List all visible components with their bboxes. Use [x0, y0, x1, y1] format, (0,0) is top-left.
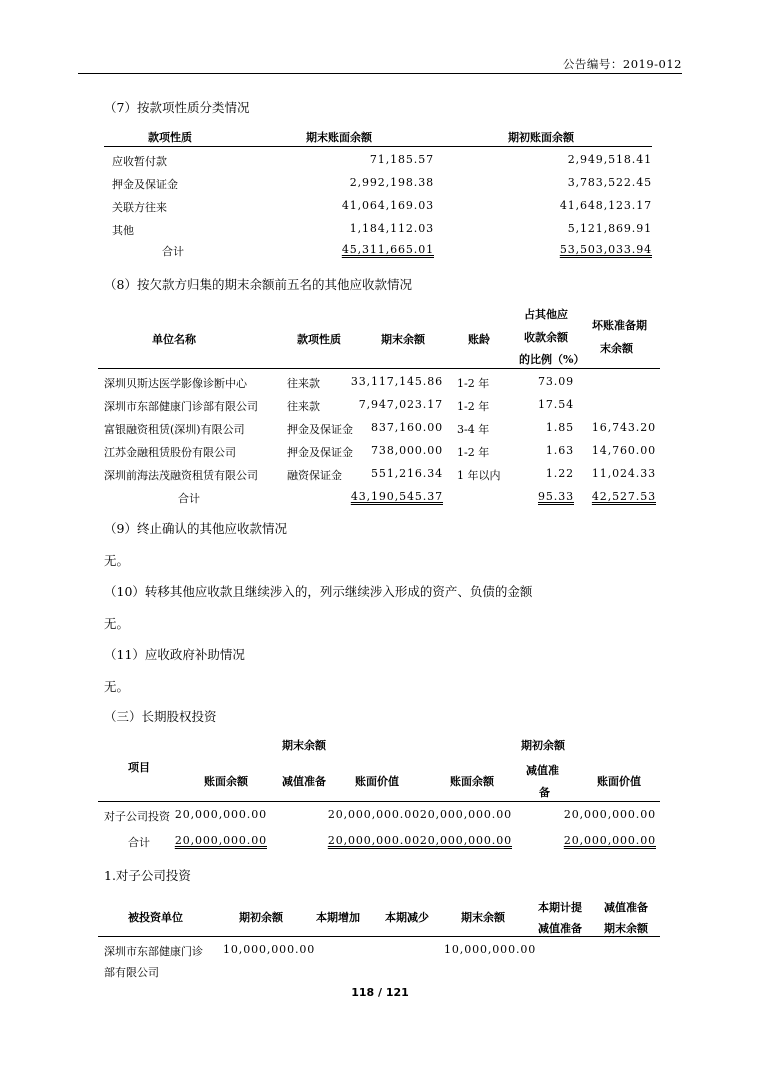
- th-provision-line2: 减值准备: [538, 922, 582, 935]
- subsection-title: 1.对子公司投资: [104, 868, 191, 883]
- table-cell: 1.22: [545, 467, 574, 480]
- header-rule: [78, 73, 682, 74]
- table-cell: 1.85: [545, 421, 574, 434]
- th-end-balance: 期末余额: [381, 333, 425, 346]
- table-cell: 71,185.57: [369, 153, 434, 166]
- th-provision-line1: 坏账准备期: [592, 319, 647, 332]
- table-cell: 20,000,000.00: [174, 808, 267, 821]
- table-cell: 41,648,123.17: [559, 199, 652, 212]
- table-total-label: 合计: [128, 836, 150, 849]
- table-cell: 3-4 年: [457, 423, 490, 436]
- th-end-balance: 期末余额: [461, 911, 505, 924]
- table-cell: 1-2 年: [457, 377, 490, 390]
- th-begin-balance: 期初余额: [239, 911, 283, 924]
- table-cell: 1-2 年: [457, 446, 490, 459]
- th-nature: 款项性质: [297, 333, 341, 346]
- table-total-cell: 95.33: [538, 490, 574, 503]
- table-equity-header-rule: [98, 801, 660, 802]
- table-cell: 往来款: [287, 377, 320, 390]
- section-11-body: 无。: [104, 679, 130, 694]
- table-cell: 33,117,145.86: [350, 375, 443, 388]
- table-cell: 16,743.20: [591, 421, 656, 434]
- table-cell: 738,000.00: [371, 444, 443, 457]
- table-cell: 20,000,000.00: [563, 808, 656, 821]
- section-8-title: （8）按欠款方归集的期末余额前五名的其他应收款情况: [104, 277, 412, 292]
- table-cell: 5,121,869.91: [567, 222, 652, 235]
- table-cell: 10,000,000.00: [444, 943, 537, 956]
- table-cell: 837,160.00: [371, 421, 443, 434]
- table-row-label: 其他: [112, 224, 134, 237]
- table-row-label: 江苏金融租赁股份有限公司: [104, 446, 236, 459]
- table-row-label-wrap: 部有限公司: [104, 966, 159, 979]
- table-cell: 往来款: [287, 400, 320, 413]
- th-aging: 账龄: [468, 333, 490, 346]
- table-cell: 3,783,522.45: [567, 176, 652, 189]
- table-cell: 17.54: [538, 398, 574, 411]
- th-unit-name: 单位名称: [152, 333, 196, 346]
- table-cell: 14,760.00: [591, 444, 656, 457]
- table-row-label: 应收暂付款: [112, 155, 167, 168]
- announcement-code: 公告编号：2019-012: [562, 57, 682, 71]
- table-cell: 73.09: [538, 375, 574, 388]
- table-cell: 11,024.33: [591, 467, 656, 480]
- table-total-label: 合计: [162, 245, 184, 258]
- table-total-label: 合计: [178, 492, 200, 505]
- table-total-cell: 20,000,000.00: [327, 834, 420, 847]
- table-cell: 20,000,000.00: [419, 808, 512, 821]
- th-impair-end-line1: 减值准备: [604, 901, 648, 914]
- table-row-label: 押金及保证金: [112, 178, 178, 191]
- th-decrease: 本期减少: [385, 911, 429, 924]
- th-begin-value: 账面价值: [597, 775, 641, 788]
- th-ratio-line1: 占其他应: [524, 308, 568, 321]
- section-10-body: 无。: [104, 616, 130, 631]
- th-end-value: 账面价值: [355, 775, 399, 788]
- table-cell: 押金及保证金: [287, 446, 353, 459]
- th-begin-impair-line1: 减值准: [526, 764, 559, 777]
- table-row-label: 深圳市东部健康门诊部有限公司: [104, 400, 258, 413]
- section-3-title: （三）长期股权投资: [104, 709, 217, 724]
- table-cell: 1 年以内: [457, 469, 501, 482]
- th-increase: 本期增加: [316, 911, 360, 924]
- th-investee: 被投资单位: [128, 911, 183, 924]
- table-7-header-rule: [104, 146, 652, 147]
- table-total-cell: 53,503,033.94: [559, 243, 652, 256]
- table-cell: 1,184,112.03: [349, 222, 434, 235]
- table-cell: 7,947,023.17: [358, 398, 443, 411]
- table-cell: 押金及保证金: [287, 423, 353, 436]
- th-begin-group: 期初余额: [521, 739, 565, 752]
- table-cell: 10,000,000.00: [223, 943, 316, 956]
- table-row-label: 富银融资租赁(深圳)有限公司: [104, 423, 245, 436]
- th-begin-impair-line2: 备: [539, 786, 550, 799]
- section-9-body: 无。: [104, 553, 130, 568]
- table-row-label: 深圳前海法茂融资租赁有限公司: [104, 469, 258, 482]
- table-total-cell: 20,000,000.00: [563, 834, 656, 847]
- th-end-impair: 减值准备: [282, 775, 326, 788]
- table-row-label: 深圳市东部健康门诊: [104, 945, 203, 958]
- table-cell: 1.63: [545, 444, 574, 457]
- th-end-balance: 期末账面余额: [306, 131, 372, 144]
- table-cell: 20,000,000.00: [327, 808, 420, 821]
- section-7-title: （7）按款项性质分类情况: [104, 100, 250, 115]
- table-row-label: 关联方往来: [112, 201, 167, 214]
- table-row-label: 深圳贝斯达医学影像诊断中心: [104, 377, 247, 390]
- table-cell: 1-2 年: [457, 400, 490, 413]
- table-8-header-rule: [98, 368, 660, 369]
- table-total-cell: 20,000,000.00: [419, 834, 512, 847]
- table-total-cell: 45,311,665.01: [341, 243, 434, 256]
- th-impair-end-line2: 期末余额: [604, 922, 648, 935]
- section-11-title: （11）应收政府补助情况: [104, 647, 245, 662]
- table-cell: 融资保证金: [287, 469, 342, 482]
- th-provision-line2: 末余额: [600, 342, 633, 355]
- table-total-cell: 42,527.53: [591, 490, 656, 503]
- th-end-group: 期末余额: [282, 739, 326, 752]
- th-begin-book: 账面余额: [450, 775, 494, 788]
- th-provision-line1: 本期计提: [538, 901, 582, 914]
- th-item: 项目: [128, 761, 150, 774]
- th-ratio-line2: 收款余额: [524, 331, 568, 344]
- table-subsidiary-header-rule: [98, 936, 660, 937]
- section-9-title: （9）终止确认的其他应收款情况: [104, 521, 287, 536]
- table-total-cell: 43,190,545.37: [350, 490, 443, 503]
- th-ratio-line3: 的比例（%）: [519, 353, 585, 366]
- table-row-label: 对子公司投资: [104, 810, 170, 823]
- table-total-cell: 20,000,000.00: [174, 834, 267, 847]
- th-nature: 款项性质: [148, 131, 192, 144]
- page-number: 118 / 121: [351, 986, 409, 999]
- section-10-title: （10）转移其他应收款且继续涉入的，列示继续涉入形成的资产、负债的金额: [104, 584, 533, 599]
- table-cell: 2,949,518.41: [567, 153, 652, 166]
- th-end-book: 账面余额: [204, 775, 248, 788]
- table-cell: 551,216.34: [371, 467, 443, 480]
- th-begin-balance: 期初账面余额: [508, 131, 574, 144]
- table-cell: 2,992,198.38: [349, 176, 434, 189]
- table-cell: 41,064,169.03: [341, 199, 434, 212]
